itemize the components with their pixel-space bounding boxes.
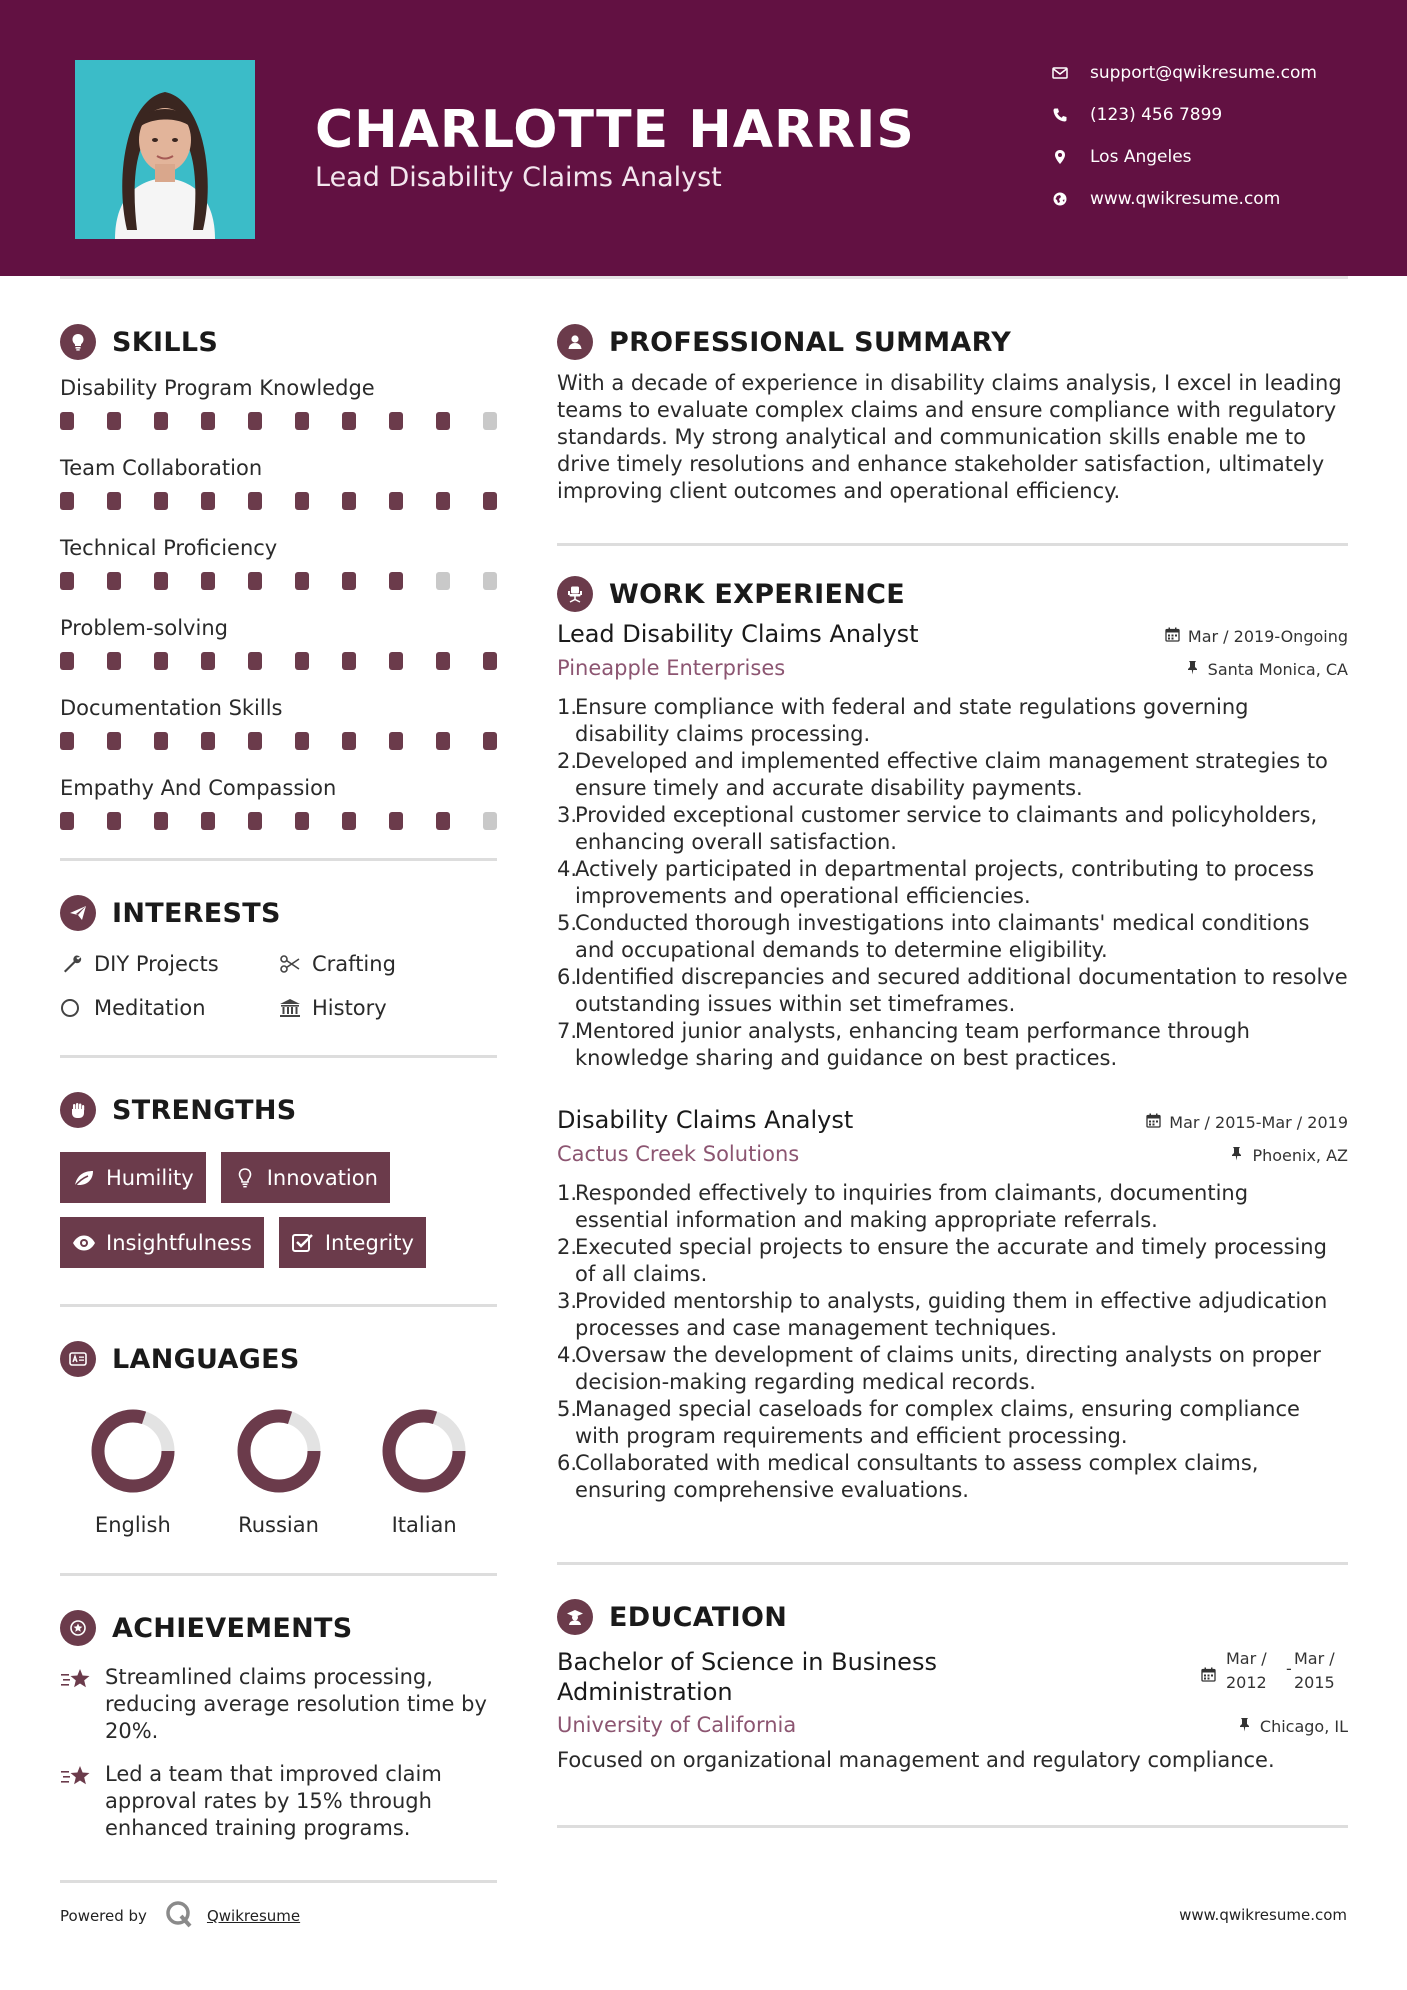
- responsibility-item: [557, 802, 1348, 856]
- qwikresume-logo-icon: [147, 1898, 207, 1934]
- globe-icon: [1052, 191, 1090, 207]
- skill-name: Team Collaboration: [60, 456, 263, 480]
- interest-label: Meditation: [94, 996, 206, 1020]
- rating-dot-filled: [389, 412, 403, 430]
- contact-website[interactable]: [1052, 178, 1392, 220]
- achievement-item: [60, 1664, 497, 1745]
- contact-email[interactable]: [1052, 52, 1392, 94]
- job-sub: [557, 1136, 1348, 1172]
- resume-header: [0, 0, 1407, 276]
- date-separator: -: [1286, 1659, 1292, 1678]
- pushpin-icon: [1185, 660, 1208, 679]
- rating-dot-filled: [107, 812, 121, 830]
- list-number: 4.: [557, 857, 578, 881]
- responsibility-item: [557, 694, 1348, 748]
- interest-item: [278, 995, 496, 1021]
- strengths-list: [60, 1152, 497, 1268]
- skill-item: [60, 372, 497, 446]
- summary-text: With a decade of experience in disability claims analysis, I excel in leading teams to evaluate complex claims and ensure compliance with regulatory standards. My strong analytical and communication skills enable me to drive timely resolutions and enhance stakeholder satisfaction, ultimately improving client outcomes and operational efficiency.: [557, 371, 1342, 503]
- list-number: 3.: [557, 1289, 578, 1313]
- strength-tag: [60, 1217, 264, 1268]
- responsibility-text: Collaborated with medical consultants to assess complex claims, ensuring comprehensive evaluations.: [575, 1451, 1259, 1502]
- company-name: Pineapple Enterprises: [557, 656, 786, 680]
- interest-item: [278, 951, 496, 977]
- achievement-item: [60, 1761, 497, 1842]
- envelope-icon: [1052, 65, 1090, 81]
- interest-label: History: [312, 996, 387, 1020]
- language-card-icon: [60, 1341, 96, 1377]
- summary-title: PROFESSIONAL SUMMARY: [609, 326, 1012, 358]
- responsibility-item: [557, 1396, 1348, 1450]
- pushpin-icon: [1229, 1146, 1252, 1165]
- interest-label: Crafting: [312, 952, 396, 976]
- rating-dot-filled: [436, 732, 450, 750]
- rating-dot-filled: [107, 412, 121, 430]
- degree-title: Bachelor of Science in Business Administration: [557, 1648, 937, 1706]
- rating-dot-filled: [154, 492, 168, 510]
- jobs-list: [557, 618, 1348, 1504]
- section-divider: [60, 858, 497, 861]
- rating-dot-filled: [60, 812, 74, 830]
- job-dates-text: Mar / 2019-Ongoing: [1187, 627, 1348, 646]
- skill-rating: [60, 564, 497, 606]
- rating-dot-filled: [154, 732, 168, 750]
- skill-rating: [60, 724, 497, 766]
- skills-title: SKILLS: [112, 326, 219, 358]
- rating-dot-filled: [342, 412, 356, 430]
- responsibility-text: Provided mentorship to analysts, guiding them in effective adjudication processes and case management techniques.: [575, 1289, 1328, 1340]
- list-number: 3.: [557, 803, 578, 827]
- circle-icon: [60, 996, 94, 1020]
- contact-phone-text: (123) 456 7899: [1090, 105, 1223, 125]
- responsibility-item: [557, 1180, 1348, 1234]
- responsibility-item: [557, 1234, 1348, 1288]
- contact-website-text: www.qwikresume.com: [1090, 189, 1281, 209]
- rating-dot-filled: [342, 812, 356, 830]
- list-number: 5.: [557, 1397, 578, 1421]
- rating-dot-filled: [60, 732, 74, 750]
- education-description: Focused on organizational management and regulatory compliance.: [557, 1748, 1275, 1772]
- responsibility-text: Oversaw the development of claims units, directing analysts on proper decision-making regarding medical records.: [575, 1343, 1321, 1394]
- section-divider: [60, 1880, 497, 1883]
- interest-item: [60, 995, 278, 1021]
- responsibility-item: [557, 1018, 1348, 1072]
- section-divider: [60, 1055, 497, 1058]
- job-location-text: Santa Monica, CA: [1207, 660, 1348, 679]
- rating-dot-filled: [483, 732, 497, 750]
- strength-tag: [279, 1217, 426, 1268]
- rating-dot-filled: [154, 412, 168, 430]
- responsibilities-list: [557, 694, 1348, 1072]
- strength-label: Humility: [106, 1165, 194, 1190]
- profile-photo: [75, 60, 255, 239]
- rating-dot-filled: [107, 572, 121, 590]
- responsibility-text: Provided exceptional customer service to claimants and policyholders, enhancing overall satisfaction.: [575, 803, 1318, 854]
- list-number: 4.: [557, 1343, 578, 1367]
- rating-dot-filled: [201, 412, 215, 430]
- rating-dot-filled: [107, 492, 121, 510]
- rating-dot-filled: [342, 572, 356, 590]
- powered-by-label: Powered by: [60, 1907, 147, 1925]
- achievements-header: [60, 1604, 497, 1652]
- rating-dot-filled: [248, 412, 262, 430]
- strength-tag: [60, 1152, 206, 1203]
- experience-header: [557, 570, 1348, 618]
- section-divider: [557, 543, 1348, 546]
- left-column: [60, 318, 497, 1883]
- rating-dot-filled: [60, 412, 74, 430]
- education-end-year: 2015: [1294, 1673, 1335, 1692]
- responsibility-text: Executed special projects to ensure the accurate and timely processing of all claims.: [575, 1235, 1327, 1286]
- rating-dot-filled: [389, 652, 403, 670]
- contact-location-text: Los Angeles: [1090, 147, 1192, 167]
- achievements-title: ACHIEVEMENTS: [112, 1612, 353, 1644]
- job-location: [1229, 1146, 1348, 1165]
- language-proficiency-ring: [235, 1407, 323, 1495]
- rating-dot-filled: [295, 812, 309, 830]
- strength-label: Integrity: [324, 1230, 414, 1255]
- interests-title: INTERESTS: [112, 897, 281, 929]
- education-dates: [1201, 1647, 1348, 1695]
- pushpin-icon: [1237, 1717, 1260, 1736]
- achievement-text: Led a team that improved claim approval rates by 15% through enhanced training programs.: [105, 1762, 442, 1840]
- rating-dot-filled: [60, 572, 74, 590]
- list-number: 1.: [557, 695, 578, 719]
- job-head: [557, 618, 1348, 650]
- graduate-icon: [557, 1599, 593, 1635]
- skill-item: [60, 772, 497, 846]
- responsibility-text: Conducted thorough investigations into claimants' medical conditions and occupational demands to determine eligibility.: [575, 911, 1310, 962]
- skill-name: Empathy And Compassion: [60, 776, 337, 800]
- job-dates: [1146, 1113, 1348, 1132]
- language-label: Russian: [238, 1513, 319, 1537]
- skill-item: [60, 532, 497, 606]
- rating-dot-filled: [248, 492, 262, 510]
- rating-dot-filled: [248, 572, 262, 590]
- strengths-header: [60, 1086, 497, 1134]
- rating-dot-filled: [154, 812, 168, 830]
- list-number: 7.: [557, 1019, 578, 1043]
- responsibility-item: [557, 1450, 1348, 1504]
- skill-item: [60, 612, 497, 686]
- candidate-title: Lead Disability Claims Analyst: [315, 162, 722, 193]
- lightbulb-icon: [60, 324, 96, 360]
- map-pin-icon: [1052, 149, 1090, 165]
- company-name: Cactus Creek Solutions: [557, 1142, 800, 1166]
- header-divider: [60, 276, 1348, 279]
- responsibility-item: [557, 856, 1348, 910]
- job-sub: [557, 650, 1348, 686]
- rating-dot-filled: [201, 492, 215, 510]
- candidate-name: CHARLOTTE HARRIS: [315, 100, 915, 160]
- interest-label: DIY Projects: [94, 952, 219, 976]
- strength-tag: [221, 1152, 390, 1203]
- fist-icon: [60, 1092, 96, 1128]
- rating-dot-filled: [436, 412, 450, 430]
- education-start-month: Mar /: [1226, 1649, 1267, 1668]
- job-dates: [1165, 627, 1348, 646]
- skill-name: Disability Program Knowledge: [60, 376, 375, 400]
- skill-rating: [60, 644, 497, 686]
- languages-title: LANGUAGES: [112, 1343, 300, 1375]
- skill-name: Documentation Skills: [60, 696, 283, 720]
- checkbox-icon: [291, 1232, 325, 1254]
- achievement-text: Streamlined claims processing, reducing average resolution time by 20%.: [105, 1665, 487, 1743]
- shooting-star-icon: [60, 1664, 105, 1745]
- rating-dot-filled: [295, 652, 309, 670]
- rating-dot-filled: [154, 652, 168, 670]
- skills-header: [60, 318, 497, 366]
- education-entry-sub: [557, 1707, 1348, 1743]
- skill-rating: [60, 404, 497, 446]
- strength-label: Innovation: [266, 1165, 378, 1190]
- rating-dot-filled: [295, 572, 309, 590]
- job-title: Disability Claims Analyst: [557, 1106, 854, 1134]
- strengths-title: STRENGTHS: [112, 1094, 297, 1126]
- responsibility-item: [557, 1288, 1348, 1342]
- rating-dot-filled: [436, 812, 450, 830]
- qwikresume-link[interactable]: Qwikresume: [206, 1907, 301, 1925]
- wrench-icon: [60, 952, 94, 976]
- paper-plane-icon: [60, 895, 96, 931]
- contact-phone[interactable]: [1052, 94, 1392, 136]
- job-location-text: Phoenix, AZ: [1252, 1146, 1348, 1165]
- responsibility-text: Ensure compliance with federal and state regulations governing disability claims processing.: [575, 695, 1249, 746]
- rating-dot-filled: [201, 732, 215, 750]
- list-number: 6.: [557, 1451, 578, 1475]
- rating-dot-filled: [342, 492, 356, 510]
- rating-dot-filled: [295, 492, 309, 510]
- rating-dot-filled: [60, 652, 74, 670]
- responsibility-item: [557, 748, 1348, 802]
- rating-dot-empty: [483, 412, 497, 430]
- star-badge-icon: [60, 1610, 96, 1646]
- section-divider: [557, 1562, 1348, 1565]
- education-entry-head: [557, 1647, 1348, 1707]
- rating-dot-filled: [389, 732, 403, 750]
- language-proficiency-ring: [380, 1407, 468, 1495]
- footer-powered: [60, 1898, 300, 1934]
- responsibility-text: Developed and implemented effective claim management strategies to ensure timely and accurate disability payments.: [575, 749, 1328, 800]
- list-number: 5.: [557, 911, 578, 935]
- skill-name: Technical Proficiency: [60, 536, 278, 560]
- responsibility-text: Mentored junior analysts, enhancing team performance through knowledge sharing and guidance on best practices.: [575, 1019, 1250, 1070]
- experience-title: WORK EXPERIENCE: [609, 578, 905, 610]
- achievements-list: [60, 1664, 497, 1842]
- education-end-month: Mar /: [1294, 1649, 1335, 1668]
- rating-dot-filled: [248, 812, 262, 830]
- responsibility-item: [557, 910, 1348, 964]
- summary-header: [557, 318, 1348, 366]
- education-title: EDUCATION: [609, 1601, 788, 1633]
- education-location-text: Chicago, IL: [1259, 1717, 1348, 1736]
- rating-dot-empty: [483, 572, 497, 590]
- job-entry: [557, 618, 1348, 1072]
- section-divider: [60, 1573, 497, 1576]
- education-start-year: 2012: [1226, 1673, 1267, 1692]
- rating-dot-filled: [389, 812, 403, 830]
- rating-dot-filled: [483, 492, 497, 510]
- responsibility-text: Responded effectively to inquiries from claimants, documenting essential information and making appropriate referrals.: [575, 1181, 1249, 1232]
- list-number: 1.: [557, 1181, 578, 1205]
- responsibility-text: Identified discrepancies and secured additional documentation to resolve outstanding issues within set timeframes.: [575, 965, 1348, 1016]
- language-label: Italian: [391, 1513, 457, 1537]
- rating-dot-filled: [154, 572, 168, 590]
- language-label: English: [94, 1513, 171, 1537]
- calendar-icon: [1201, 1647, 1226, 1689]
- education-header: [557, 1593, 1348, 1641]
- rating-dot-filled: [342, 652, 356, 670]
- skill-rating: [60, 484, 497, 526]
- rating-dot-filled: [342, 732, 356, 750]
- rating-dot-filled: [248, 652, 262, 670]
- lightbulb-icon: [233, 1167, 267, 1189]
- section-divider: [557, 1825, 1348, 1828]
- language-item: [351, 1407, 497, 1537]
- right-column: [557, 318, 1348, 1828]
- contact-location: [1052, 136, 1392, 178]
- interests-list: [60, 951, 497, 1021]
- education-end: [1294, 1647, 1348, 1695]
- rating-dot-filled: [248, 732, 262, 750]
- job-title: Lead Disability Claims Analyst: [557, 620, 919, 648]
- skill-name: Problem-solving: [60, 616, 228, 640]
- job-dates-text: Mar / 2015-Mar / 2019: [1169, 1113, 1348, 1132]
- responsibility-item: [557, 1342, 1348, 1396]
- rating-dot-filled: [295, 412, 309, 430]
- language-item: [206, 1407, 352, 1537]
- rating-dot-filled: [107, 732, 121, 750]
- calendar-icon: [1146, 1113, 1169, 1132]
- calendar-icon: [1165, 627, 1188, 646]
- rating-dot-filled: [436, 492, 450, 510]
- strength-label: Insightfulness: [106, 1230, 252, 1255]
- responsibility-text: Actively participated in departmental projects, contributing to process improvements and operational efficiencies.: [575, 857, 1315, 908]
- list-number: 6.: [557, 965, 578, 989]
- school-name: University of California: [557, 1713, 797, 1737]
- footer-website[interactable]: www.qwikresume.com: [1179, 1906, 1347, 1924]
- contact-list: [1052, 52, 1392, 220]
- rating-dot-filled: [201, 572, 215, 590]
- job-location: [1185, 660, 1348, 679]
- rating-dot-empty: [436, 572, 450, 590]
- list-number: 2.: [557, 1235, 578, 1259]
- rating-dot-filled: [60, 492, 74, 510]
- section-divider: [60, 1304, 497, 1307]
- scissors-icon: [278, 952, 312, 976]
- phone-icon: [1052, 107, 1090, 123]
- responsibilities-list: [557, 1180, 1348, 1504]
- contact-email-text: support@qwikresume.com: [1090, 63, 1317, 83]
- bank-icon: [278, 996, 312, 1020]
- language-item: [60, 1407, 206, 1537]
- office-chair-icon: [557, 576, 593, 612]
- job-entry: [557, 1104, 1348, 1504]
- rating-dot-filled: [107, 652, 121, 670]
- list-number: 2.: [557, 749, 578, 773]
- rating-dot-filled: [483, 652, 497, 670]
- skills-list: [60, 372, 497, 846]
- rating-dot-filled: [295, 732, 309, 750]
- rating-dot-filled: [389, 572, 403, 590]
- eye-icon: [72, 1232, 106, 1254]
- job-head: [557, 1104, 1348, 1136]
- shooting-star-icon: [60, 1761, 105, 1842]
- education-start: [1226, 1647, 1286, 1695]
- rating-dot-filled: [389, 492, 403, 510]
- education-location: [1237, 1717, 1348, 1736]
- languages-header: [60, 1335, 497, 1383]
- leaf-icon: [72, 1167, 106, 1189]
- user-icon: [557, 324, 593, 360]
- rating-dot-filled: [436, 652, 450, 670]
- skill-item: [60, 452, 497, 526]
- languages-list: [60, 1407, 497, 1537]
- responsibility-text: Managed special caseloads for complex claims, ensuring compliance with program requirements and efficient processing.: [575, 1397, 1300, 1448]
- rating-dot-filled: [201, 812, 215, 830]
- skill-item: [60, 692, 497, 766]
- rating-dot-filled: [201, 652, 215, 670]
- interests-header: [60, 889, 497, 937]
- skill-rating: [60, 804, 497, 846]
- responsibility-item: [557, 964, 1348, 1018]
- language-proficiency-ring: [89, 1407, 177, 1495]
- rating-dot-empty: [483, 812, 497, 830]
- interest-item: [60, 951, 278, 977]
